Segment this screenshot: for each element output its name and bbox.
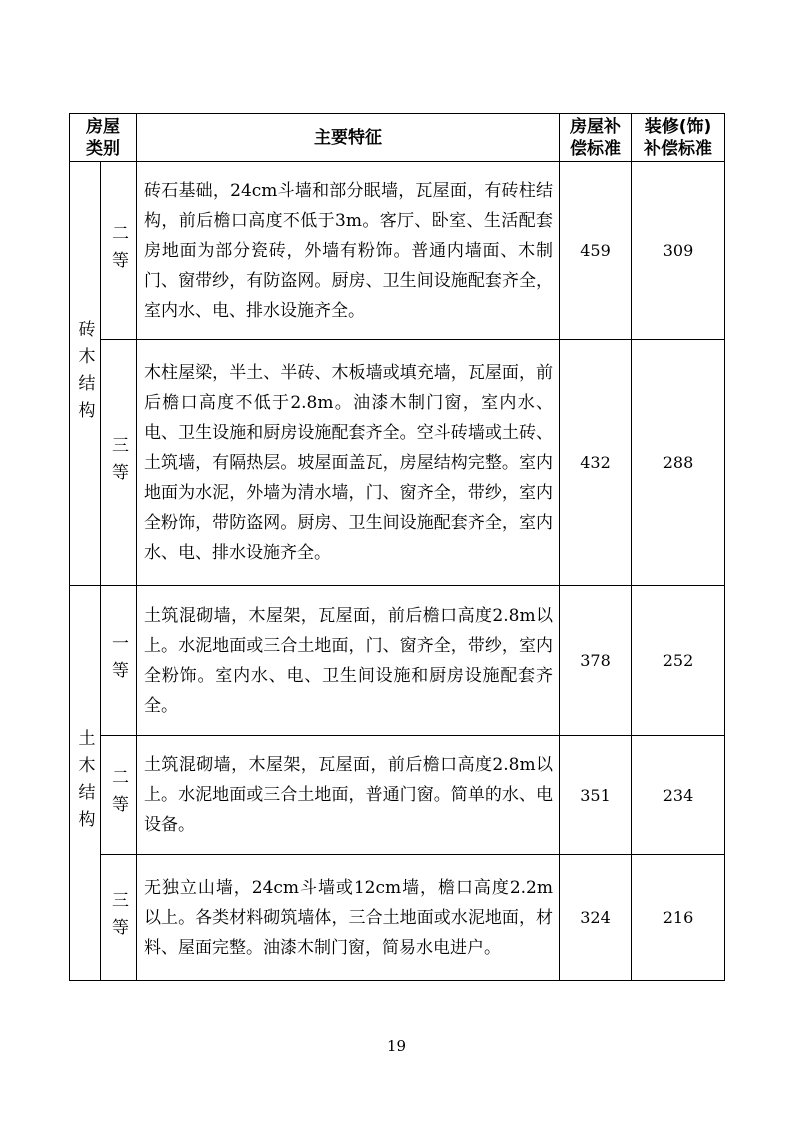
decoration-standard-cell: 288 xyxy=(632,340,725,586)
features-cell: 砖石基础，24cm斗墙和部分眠墙，瓦屋面，有砖柱结构，前后檐口高度不低于3m。客厅、卧室、生活配套房地面为部分瓷砖，外墙有粉饰。普通内墙面、木制门、窗带纱，有防盗网。厨房、卫生间设施配套齐全，室内水、电、排水设施齐全。 xyxy=(137,162,560,340)
table-row xyxy=(70,736,725,855)
table-row xyxy=(70,162,725,340)
header-features: 主要特征 xyxy=(137,114,560,162)
features-cell: 无独立山墙，24cm斗墙或12cm墙，檐口高度2.2m以上。各类材料砌筑墙体，三合土地面或水泥地面，材料、屋面完整。油漆木制门窗，简易水电进户。 xyxy=(137,855,560,981)
house-standard-cell: 459 xyxy=(560,162,632,340)
header-category: 房屋 类别 xyxy=(70,114,137,162)
house-standard-cell: 432 xyxy=(560,340,632,586)
features-cell: 土筑混砌墙，木屋架，瓦屋面，前后檐口高度2.8m以上。水泥地面或三合土地面，门、窗齐全，带纱，室内全粉饰。室内水、电、卫生间设施和厨房设施配套齐全。 xyxy=(137,586,560,736)
category-earth-wood: 土木结构 xyxy=(70,586,101,981)
page-number: 19 xyxy=(386,1037,407,1055)
decoration-standard-cell: 216 xyxy=(632,855,725,981)
header-decoration-compensation: 装修(饰) 补偿标准 xyxy=(632,114,725,162)
features-cell: 木柱屋梁，半土、半砖、木板墙或填充墙，瓦屋面，前后檐口高度不低于2.8m。油漆木制门窗，室内水、电、卫生设施和厨房设施配套齐全。空斗砖墙或土砖、土筑墙，有隔热层。坡屋面盖瓦，房屋结构完整。室内地面为水泥，外墙为清水墙，门、窗齐全，带纱，室内全粉饰，带防盗网。厨房、卫生间设施配套齐全，室内水、电、排水设施齐全。 xyxy=(137,340,560,586)
grade-cell: 一等 xyxy=(101,586,137,736)
house-standard-cell: 351 xyxy=(560,736,632,855)
compensation-table xyxy=(69,113,725,981)
grade-cell: 二等 xyxy=(101,736,137,855)
features-cell: 土筑混砌墙，木屋架，瓦屋面，前后檐口高度2.8m以上。水泥地面或三合土地面，普通门窗。简单的水、电设备。 xyxy=(137,736,560,855)
table-row xyxy=(70,586,725,736)
table-row xyxy=(70,855,725,981)
grade-cell: 三等 xyxy=(101,340,137,586)
decoration-standard-cell: 252 xyxy=(632,586,725,736)
grade-cell: 二等 xyxy=(101,162,137,340)
decoration-standard-cell: 309 xyxy=(632,162,725,340)
grade-cell: 三等 xyxy=(101,855,137,981)
category-brick-wood: 砖木结构 xyxy=(70,162,101,586)
header-house-compensation: 房屋补 偿标准 xyxy=(560,114,632,162)
decoration-standard-cell: 234 xyxy=(632,736,725,855)
house-standard-cell: 378 xyxy=(560,586,632,736)
house-standard-cell: 324 xyxy=(560,855,632,981)
table-row xyxy=(70,340,725,586)
table-header-row xyxy=(70,114,725,162)
